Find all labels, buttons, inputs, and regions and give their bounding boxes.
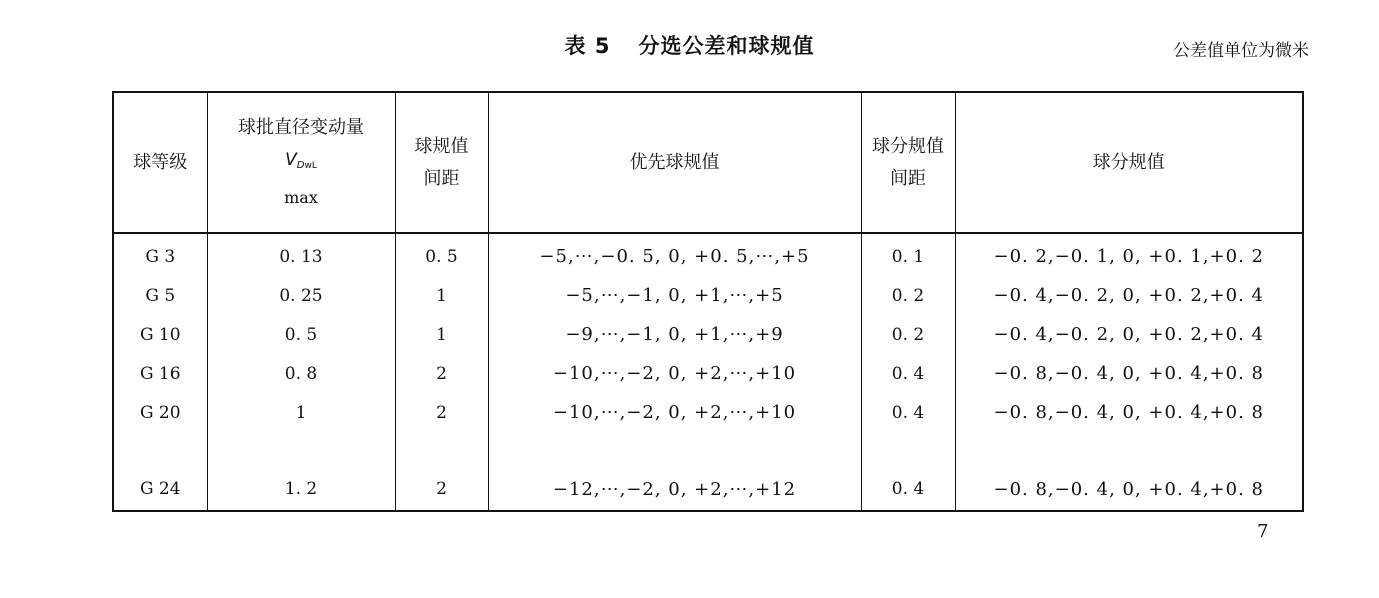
table-number: 表 5 (564, 34, 611, 58)
cell-sub-gauge-interval: 0. 4 (861, 393, 955, 432)
cell-preferred-gauge: −12,⋯,−2, 0, +2,⋯,+12 (488, 468, 861, 511)
cell-grade: G 5 (113, 276, 207, 315)
cell-sub-gauge-interval: 0. 2 (861, 276, 955, 315)
cell-grade: G 20 (113, 393, 207, 432)
cell-batch-variation: 0. 13 (207, 233, 395, 276)
cell-batch-variation: 0. 8 (207, 354, 395, 393)
tolerance-table (112, 91, 1304, 512)
cell-sub-gauge: −0. 2,−0. 1, 0, +0. 1,+0. 2 (955, 233, 1303, 276)
unit-note: 公差值单位为微米 (1173, 41, 1309, 61)
table-row (113, 233, 1303, 276)
cell-sub-gauge: −0. 8,−0. 4, 0, +0. 4,+0. 8 (955, 354, 1303, 393)
cell-preferred-gauge: −5,⋯,−1, 0, +1,⋯,+5 (488, 276, 861, 315)
cell-gauge-interval: 2 (395, 468, 488, 511)
cell-gauge-interval: 1 (395, 315, 488, 354)
header-sub-gauge-interval: 球分规值 间距 (861, 92, 955, 233)
header-grade: 球等级 (113, 92, 207, 233)
header-preferred-gauge: 优先球规值 (488, 92, 861, 233)
cell-sub-gauge: −0. 8,−0. 4, 0, +0. 4,+0. 8 (955, 393, 1303, 432)
cell-preferred-gauge: −10,⋯,−2, 0, +2,⋯,+10 (488, 354, 861, 393)
table-row (113, 276, 1303, 315)
header-batch-variation-max: max (284, 187, 318, 207)
header-gauge-interval: 球规值 间距 (395, 92, 488, 233)
cell-sub-gauge: −0. 4,−0. 2, 0, +0. 2,+0. 4 (955, 276, 1303, 315)
header-batch-variation-label: 球批直径变动量 (238, 116, 364, 138)
table-row (113, 315, 1303, 354)
cell-sub-gauge-interval: 0. 4 (861, 354, 955, 393)
cell-preferred-gauge: −9,⋯,−1, 0, +1,⋯,+9 (488, 315, 861, 354)
header-row (113, 92, 1303, 233)
cell-batch-variation: 1. 2 (207, 468, 395, 511)
cell-preferred-gauge: −5,⋯,−0. 5, 0, +0. 5,⋯,+5 (488, 233, 861, 276)
cell-sub-gauge: −0. 8,−0. 4, 0, +0. 4,+0. 8 (955, 468, 1303, 511)
cell-sub-gauge-interval: 0. 1 (861, 233, 955, 276)
table-caption: 分选公差和球规值 (638, 34, 815, 58)
cell-grade: G 16 (113, 354, 207, 393)
header-batch-variation (207, 92, 395, 233)
cell-gauge-interval: 2 (395, 354, 488, 393)
header-batch-variation-symbol: VDwL (285, 149, 317, 171)
cell-sub-gauge: −0. 4,−0. 2, 0, +0. 2,+0. 4 (955, 315, 1303, 354)
header-sub-gauge: 球分规值 (955, 92, 1303, 233)
cell-batch-variation: 0. 5 (207, 315, 395, 354)
table-spacer-row (113, 432, 1303, 468)
table-row (113, 468, 1303, 511)
cell-sub-gauge-interval: 0. 4 (861, 468, 955, 511)
cell-grade: G 24 (113, 468, 207, 511)
cell-sub-gauge-interval: 0. 2 (861, 315, 955, 354)
cell-preferred-gauge: −10,⋯,−2, 0, +2,⋯,+10 (488, 393, 861, 432)
table-row (113, 354, 1303, 393)
page-number: 7 (1257, 521, 1269, 542)
table-row (113, 393, 1303, 432)
cell-batch-variation: 0. 25 (207, 276, 395, 315)
cell-batch-variation: 1 (207, 393, 395, 432)
cell-grade: G 3 (113, 233, 207, 276)
cell-grade: G 10 (113, 315, 207, 354)
cell-gauge-interval: 1 (395, 276, 488, 315)
cell-gauge-interval: 2 (395, 393, 488, 432)
cell-gauge-interval: 0. 5 (395, 233, 488, 276)
